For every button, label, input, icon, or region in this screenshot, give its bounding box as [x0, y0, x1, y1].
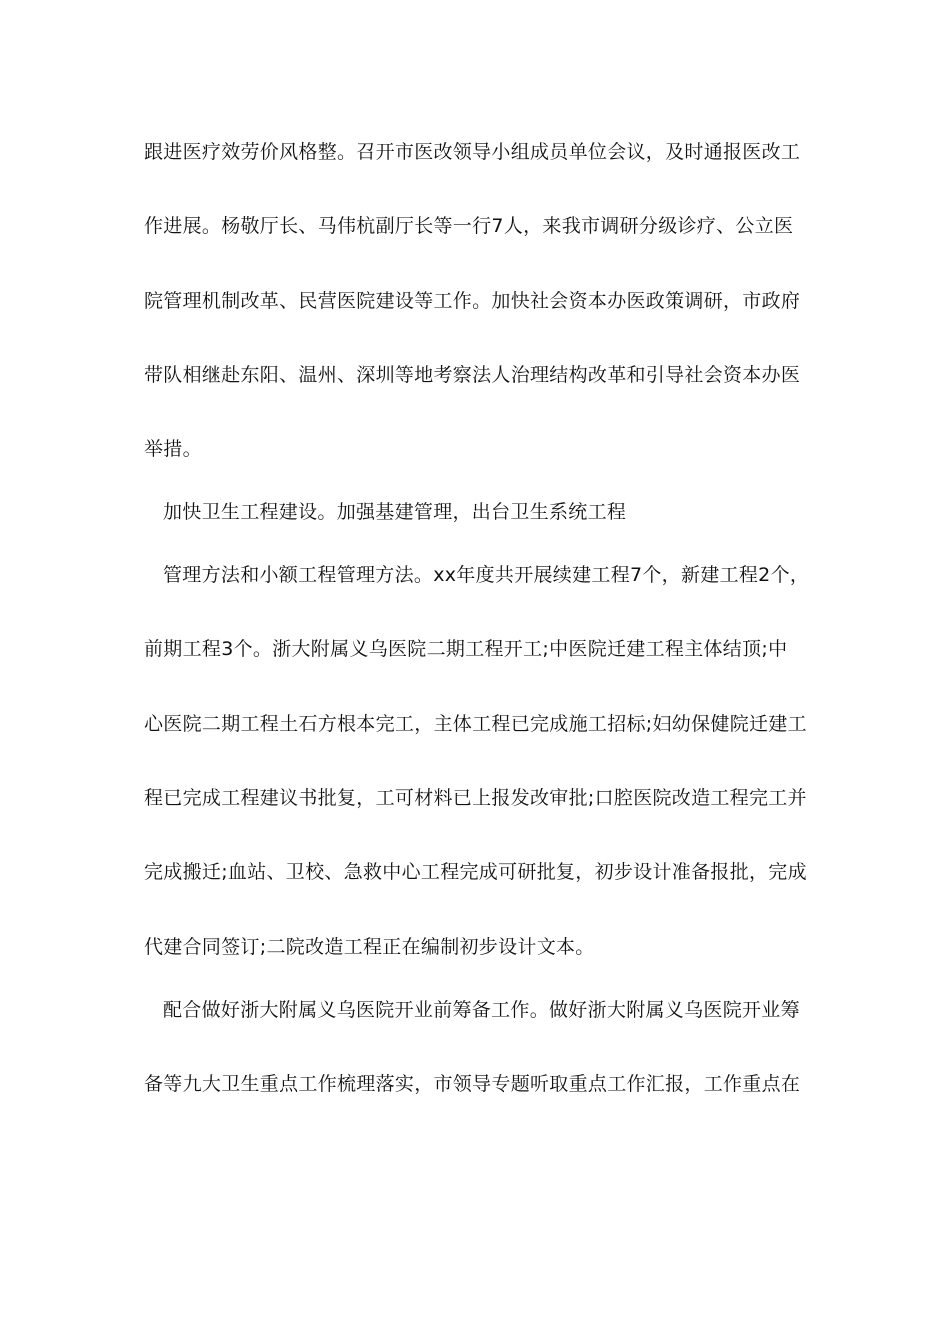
- text-line: 心医院二期工程土石方根本完工，主体工程已完成施工招标;妇幼保健院迁建工: [144, 713, 807, 735]
- text-line: 程已完成工程建议书批复，工可材料已上报发改审批;口腔医院改造工程完工并: [144, 787, 807, 809]
- text-line: 带队相继赴东阳、温州、深圳等地考察法人治理结构改革和引导社会资本办医: [144, 364, 801, 386]
- text-line: 跟进医疗效劳价风格整。召开市医改领导小组成员单位会议，及时通报医改工: [144, 141, 801, 163]
- text-line: 举措。: [144, 438, 202, 460]
- paragraph-heading-line: 加快卫生工程建设。加强基建管理，出台卫生系统工程: [163, 501, 627, 523]
- text-line: 前期工程3个。浙大附属义乌医院二期工程开工;中医院迁建工程主体结顶;中: [144, 638, 788, 660]
- text-line: 作进展。杨敬厅长、马伟杭副厅长等一行7人，来我市调研分级诊疗、公立医: [144, 215, 794, 237]
- text-line: 院管理机制改革、民营医院建设等工作。加快社会资本办医政策调研，市政府: [144, 290, 801, 312]
- text-line: 完成搬迁;血站、卫校、急救中心工程完成可研批复，初步设计准备报批，完成: [144, 861, 807, 883]
- paragraph-heading-line: 配合做好浙大附属义乌医院开业前筹备工作。做好浙大附属义乌医院开业筹: [163, 999, 800, 1021]
- text-line: 代建合同签订;二院改造工程正在编制初步设计文本。: [144, 936, 595, 958]
- text-line: 备等九大卫生重点工作梳理落实，市领导专题听取重点工作汇报，工作重点在: [144, 1073, 801, 1095]
- text-line: 管理方法和小额工程管理方法。xx年度共开展续建工程7个，新建工程2个，: [163, 564, 810, 586]
